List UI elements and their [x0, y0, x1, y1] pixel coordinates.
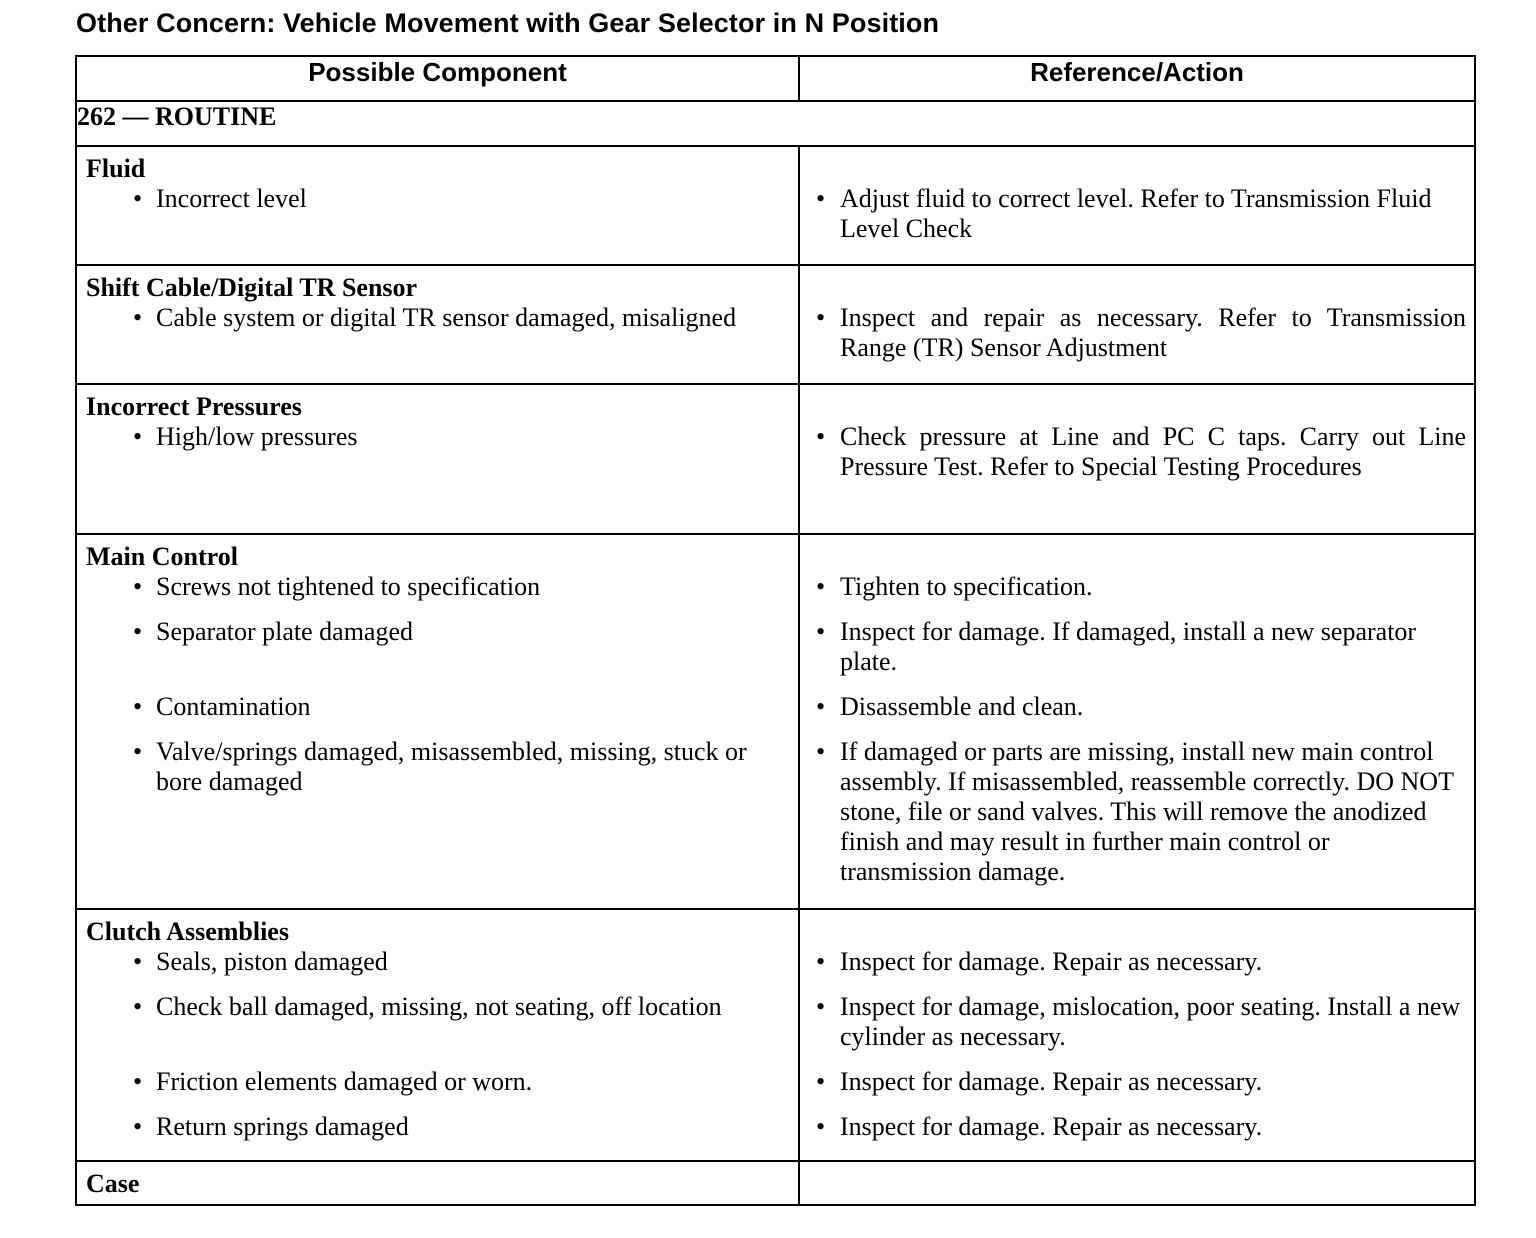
list-item: • Inspect for damage, mislocation, poor seating. Install a new cylinder as necessary.	[816, 992, 1461, 1051]
action-cell	[799, 534, 1475, 909]
list-item: • High/low pressures	[133, 422, 358, 451]
action-cell	[799, 146, 1475, 265]
action-cell	[799, 909, 1475, 1161]
table-header-row	[76, 56, 1475, 101]
component-cell	[76, 265, 799, 384]
action-cell	[799, 384, 1475, 534]
list-item: • Friction elements damaged or worn.	[133, 1067, 533, 1096]
component-cell	[76, 146, 799, 265]
header-possible-component: Possible Component	[76, 56, 799, 101]
list-item: • Cable system or digital TR sensor damaged, misaligned	[133, 303, 737, 332]
action-cell	[799, 1161, 1475, 1205]
section-title: Clutch Assemblies	[86, 917, 289, 946]
section-main-control	[76, 534, 1475, 909]
list-item: • Screws not tightened to specification	[133, 572, 541, 601]
list-item: • Disassemble and clean.	[816, 692, 1084, 721]
list-item: • Inspect for damage. Repair as necessary.	[816, 1112, 1263, 1141]
header-reference-action: Reference/Action	[799, 56, 1475, 101]
list-item: • Separator plate damaged	[133, 617, 413, 646]
component-cell	[76, 534, 799, 909]
section-incorrect-pressures	[76, 384, 1475, 534]
diagnostic-table	[75, 55, 1476, 1206]
component-cell	[76, 1161, 799, 1205]
section-shift-cable	[76, 265, 1475, 384]
component-cell	[76, 384, 799, 534]
list-item: • Inspect for damage. Repair as necessary.	[816, 947, 1263, 976]
component-cell	[76, 909, 799, 1161]
section-title: Shift Cable/Digital TR Sensor	[86, 273, 418, 302]
routine-label: 262 — ROUTINE	[76, 101, 1475, 146]
page-title: Other Concern: Vehicle Movement with Gear Selector in N Position	[76, 8, 940, 38]
list-item: • Contamination	[133, 692, 311, 721]
list-item: • Return springs damaged	[133, 1112, 409, 1141]
list-item: • Tighten to specification.	[816, 572, 1093, 601]
list-item: • Inspect and repair as necessary. Refer to Transmission Range (TR) Sensor Adjustment	[816, 303, 1466, 362]
list-item: • Check ball damaged, missing, not seating, off location	[133, 992, 722, 1021]
section-title: Main Control	[86, 542, 238, 571]
list-item: • Inspect for damage. Repair as necessary.	[816, 1067, 1263, 1096]
list-item: • If damaged or parts are missing, install new main control assembly. If misassembled, reassemble correctly. DO NOT stone, file or sand valves. This will remove the anodized finish and may result in further main control or transmission damage.	[816, 737, 1454, 886]
list-item: • Adjust fluid to correct level. Refer to Transmission Fluid Level Check	[816, 184, 1432, 243]
section-title: Incorrect Pressures	[86, 392, 302, 421]
section-fluid	[76, 146, 1475, 265]
section-clutch-assemblies	[76, 909, 1475, 1161]
list-item: • Seals, piston damaged	[133, 947, 388, 976]
routine-row	[76, 101, 1475, 146]
section-case	[76, 1161, 1475, 1205]
section-title: Case	[86, 1169, 140, 1198]
list-item: • Check pressure at Line and PC C taps. Carry out Line Pressure Test. Refer to Special Testing Procedures	[816, 422, 1466, 481]
list-item: • Valve/springs damaged, misassembled, missing, stuck or bore damaged	[133, 737, 747, 796]
list-item: • Inspect for damage. If damaged, install a new separator plate.	[816, 617, 1417, 676]
section-title: Fluid	[86, 154, 146, 183]
list-item: • Incorrect level	[133, 184, 307, 213]
action-cell	[799, 265, 1475, 384]
